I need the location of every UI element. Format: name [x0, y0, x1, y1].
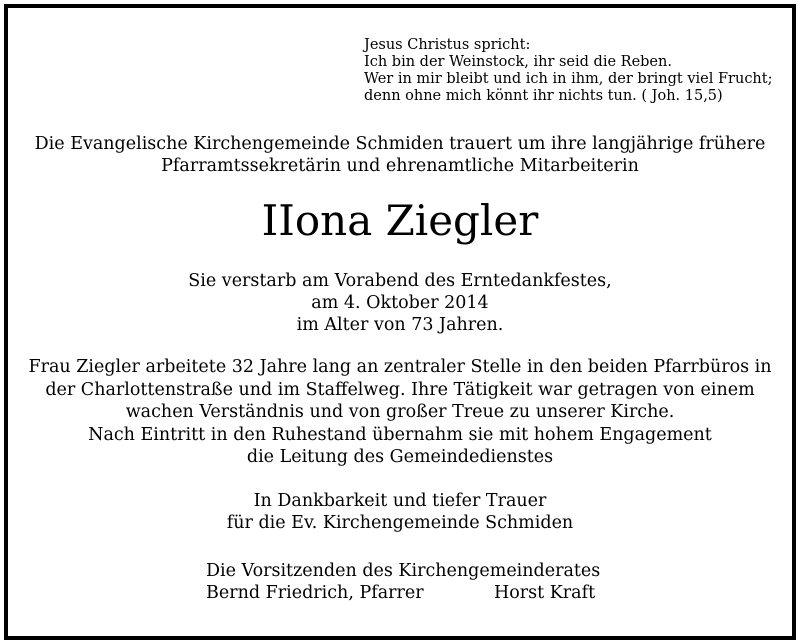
intro-text — [0, 133, 800, 177]
bio-line: wachen Verständnis und von großer Treue zu unserer Kirche. — [125, 402, 675, 422]
intro-line: Pfarramtssekretärin und ehrenamtliche Mitarbeiterin — [161, 156, 639, 176]
signers — [206, 582, 626, 604]
death-date: am 4. Oktober 2014 — [311, 293, 489, 313]
verse-line: Jesus Christus spricht: — [364, 37, 531, 53]
signer-pastor: Bernd Friedrich, Pfarrer — [206, 583, 424, 603]
intro-line: Die Evangelische Kirchengemeinde Schmiden trauert um ihre langjährige frühere — [34, 134, 766, 154]
verse-line: Ich bin der Weinstock, ihr seid die Reben. — [364, 54, 672, 70]
bio-line: Frau Ziegler arbeitete 32 Jahre lang an zentraler Stelle in den beiden Pfarrbüros in — [28, 357, 772, 377]
bible-verse — [364, 37, 773, 105]
thanks-line: für die Ev. Kirchengemeinde Schmiden — [226, 513, 574, 533]
bio-line: der Charlottenstraße und im Staffelweg. Ihre Tätigkeit war getragen von einem — [45, 379, 755, 400]
verse-line: Wer in mir bleibt und ich in ihm, der bringt viel Frucht; — [364, 71, 773, 87]
board-signature — [206, 560, 626, 604]
death-line: Sie verstarb am Vorabend des Erntedankfestes, — [188, 271, 612, 291]
deceased-name: IIona Ziegler — [261, 196, 539, 245]
biography — [0, 356, 800, 469]
death-info — [0, 270, 800, 336]
thanks-line: In Dankbarkeit und tiefer Trauer — [253, 491, 547, 511]
bio-line: Nach Eintritt in den Ruhestand übernahm sie mit hohem Engagement — [88, 424, 712, 445]
board-title: Die Vorsitzenden des Kirchengemeinderates — [206, 561, 601, 581]
signer-chair: Horst Kraft — [494, 583, 596, 603]
thanks-text — [0, 490, 800, 534]
bio-line: die Leitung des Gemeindedienstes — [246, 447, 554, 467]
death-age: im Alter von 73 Jahren. — [296, 315, 504, 335]
verse-line: denn ohne mich könnt ihr nichts tun. ( Joh. 15,5) — [364, 88, 723, 104]
